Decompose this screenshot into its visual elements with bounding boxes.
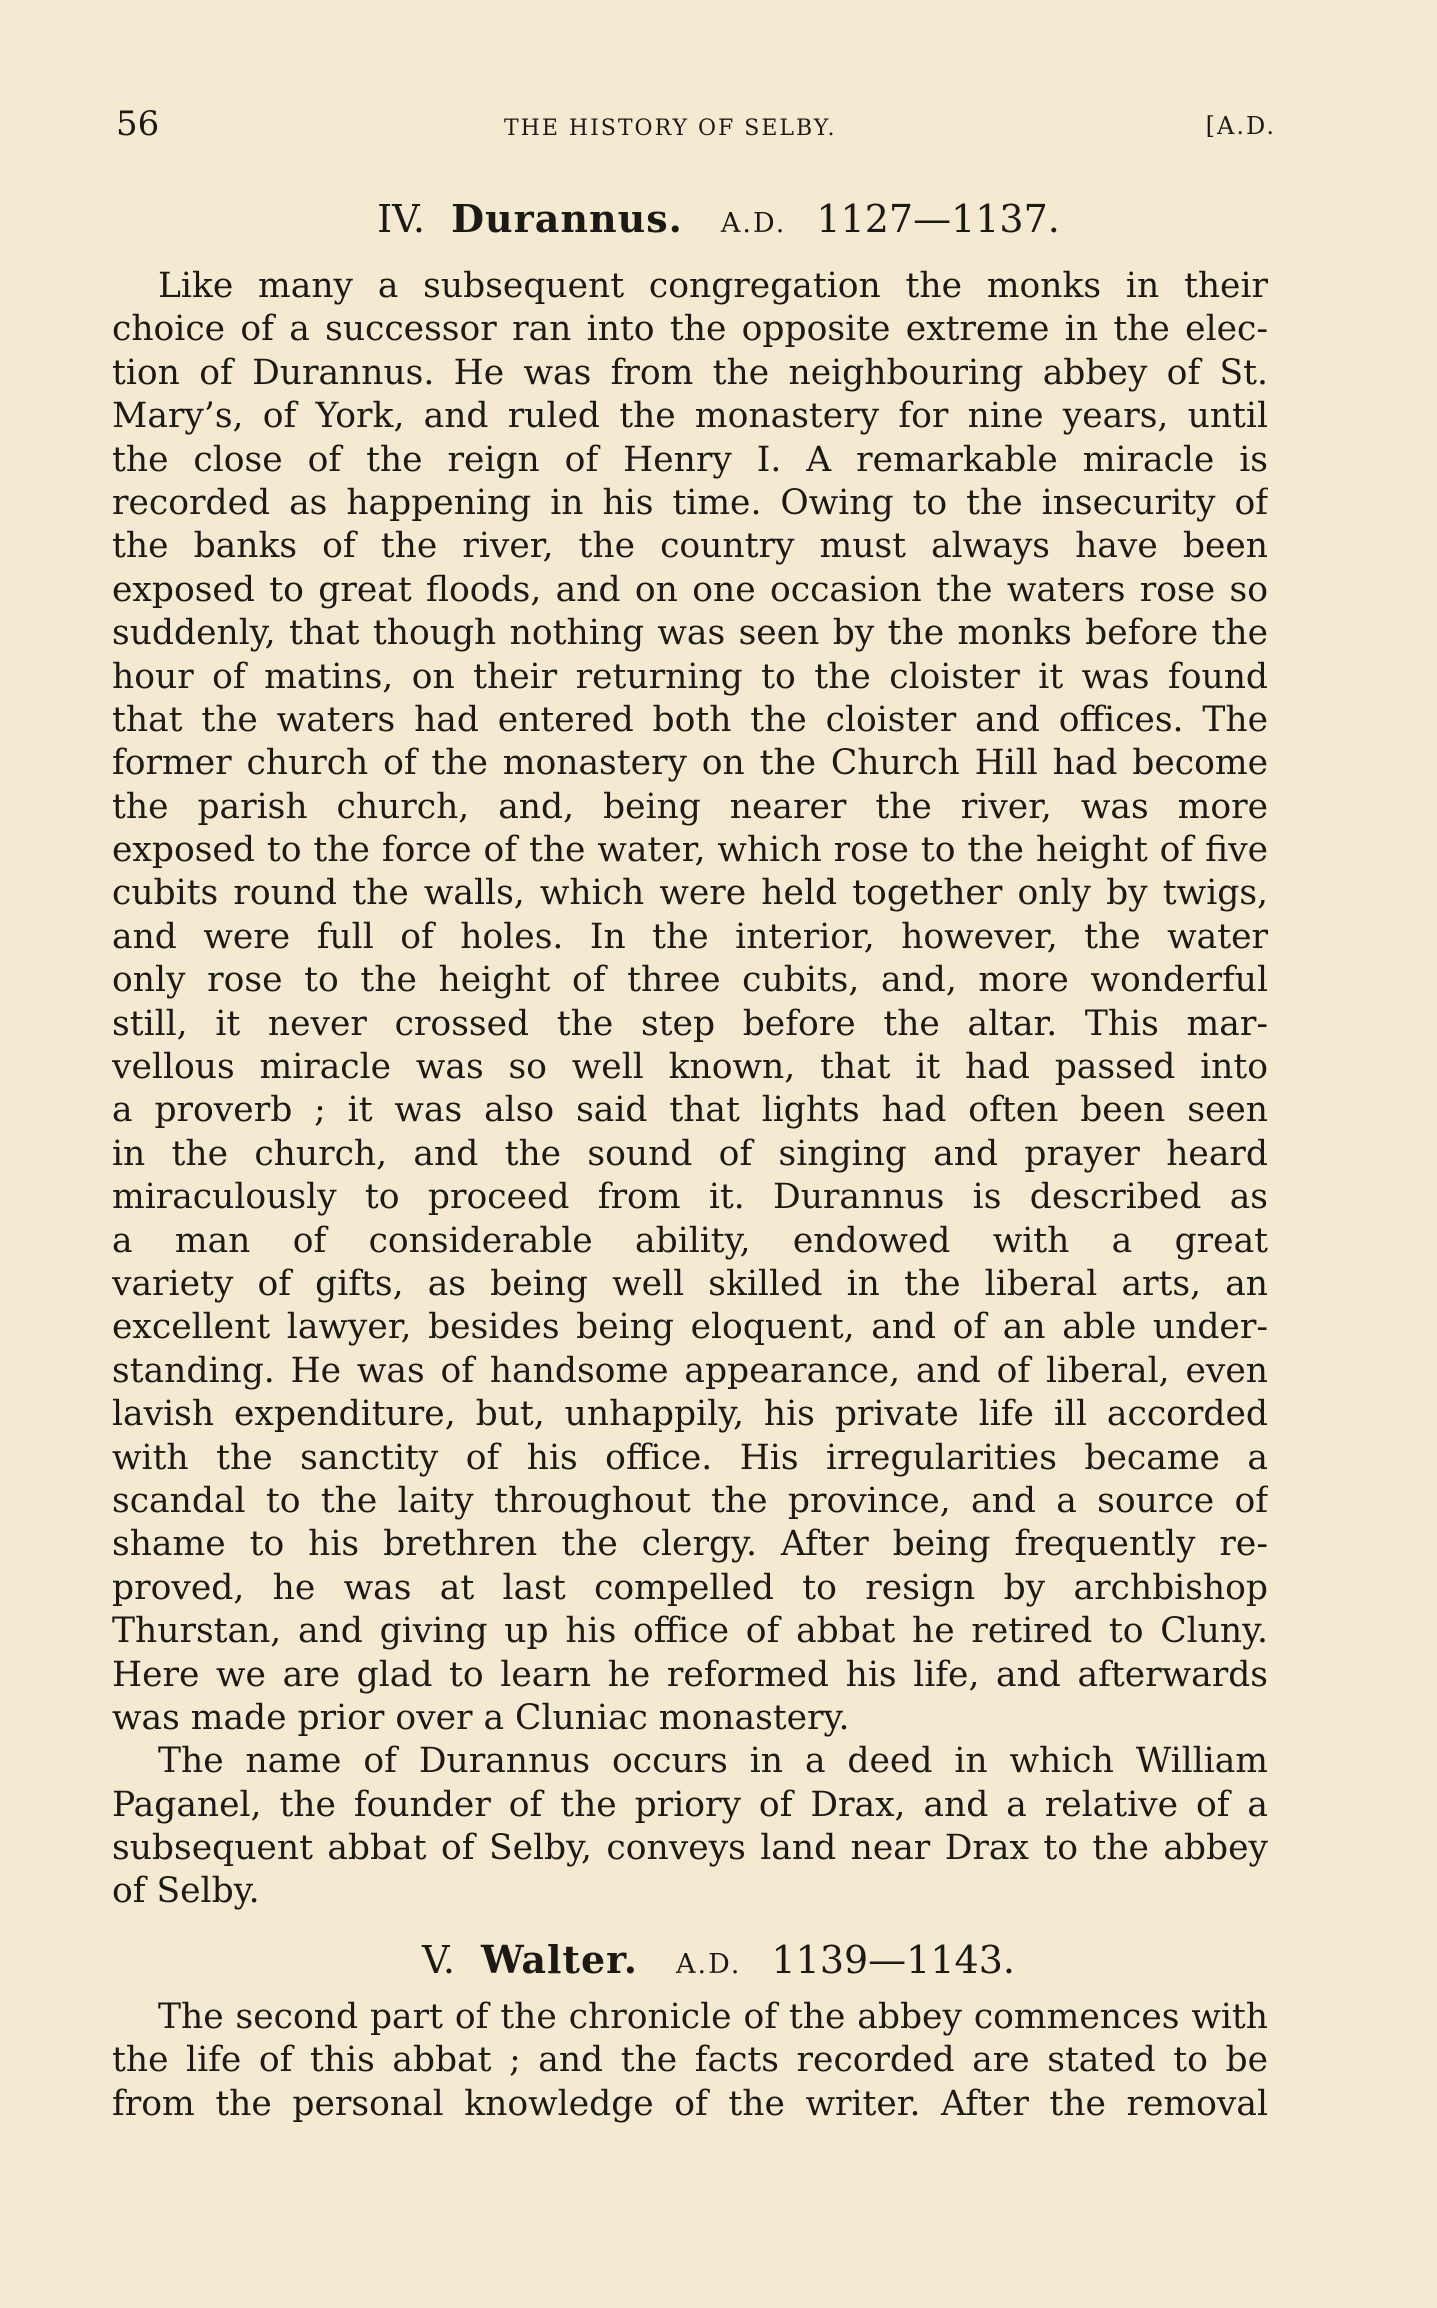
text-line: subsequent abbat of Selby, conveys land near Drax to the abbey [112, 1828, 1268, 1869]
section-years: 1139—1143. [771, 1938, 1015, 1982]
text-line: The name of Durannus occurs in a deed in which William [158, 1741, 1268, 1782]
text-line: and were full of holes. In the interior, however, the water [112, 916, 1268, 957]
text-line: suddenly, that though nothing was seen by the monks before the [112, 613, 1268, 654]
text-line: variety of gifts, as being well skilled in the liberal arts, an [112, 1263, 1268, 1304]
text-line: vellous miracle was so well known, that it had passed into [112, 1047, 1268, 1088]
section-numeral: V. [422, 1938, 455, 1982]
text-line: from the personal knowledge of the writer. After the removal [112, 2083, 1268, 2124]
text-line: The second part of the chronicle of the abbey commences with [158, 1997, 1268, 2037]
text-line: in the church, and the sound of singing and prayer heard [112, 1133, 1268, 1174]
anno-domini: A.D. [676, 1949, 742, 1980]
section-body-walter [112, 1996, 1268, 2126]
text-line: hour of matins, on their returning to the cloister it was found [112, 656, 1268, 697]
text-line: exposed to great floods, and on one occasion the waters rose so [112, 569, 1268, 610]
text-line: recorded as happening in his time. Owing to the insecurity of [112, 482, 1268, 523]
text-line: cubits round the walls, which were held together only by twigs, [112, 873, 1268, 914]
text-line: was made prior over a Cluniac monastery. [112, 1697, 850, 1738]
text-line: former church of the monastery on the Church Hill had become [112, 743, 1268, 784]
text-line: Mary’s, of York, and ruled the monastery for nine years, until [112, 396, 1268, 437]
running-era: [A.D. [1205, 112, 1276, 140]
text-line: a proverb ; it was also said that lights had often been seen [112, 1090, 1268, 1131]
text-line: shame to his brethren the clergy. After being frequently re- [112, 1524, 1268, 1565]
anno-domini: A.D. [720, 208, 787, 239]
text-line: a man of considerable ability, endowed with a great [112, 1220, 1268, 1261]
abbat-name: Durannus. [451, 196, 683, 241]
text-line: of Selby. [112, 1871, 260, 1912]
section-numeral: IV. [377, 197, 425, 241]
text-line: standing. He was of handsome appearance, and of liberal, even [112, 1350, 1268, 1391]
page-number: 56 [116, 104, 160, 144]
text-line: with the sanctity of his office. His irregularities became a [112, 1437, 1268, 1478]
text-line: that the waters had entered both the cloister and offices. The [112, 699, 1268, 740]
text-line: tion of Durannus. He was from the neighbouring abbey of St. [112, 352, 1268, 393]
text-line: choice of a successor ran into the opposite extreme in the elec- [112, 309, 1268, 350]
text-line: only rose to the height of three cubits, and, more wonderful [112, 960, 1268, 1001]
running-head [116, 104, 1276, 154]
abbat-name: Walter. [481, 1937, 638, 1982]
text-line: the life of this abbat ; and the facts recorded are stated to be [112, 2040, 1268, 2081]
text-line: proved, he was at last compelled to resign by archbishop [112, 1567, 1268, 1608]
section-heading-walter [0, 1937, 1437, 1982]
running-title: THE HISTORY OF SELBY. [504, 116, 837, 141]
text-line: exposed to the force of the water, which rose to the height of five [112, 830, 1268, 871]
text-line: the close of the reign of Henry I. A remarkable miracle is [112, 439, 1268, 480]
section-body-durannus [112, 265, 1268, 1914]
text-line: lavish expenditure, but, unhappily, his private life ill accorded [112, 1394, 1268, 1435]
text-line: scandal to the laity throughout the province, and a source of [112, 1480, 1268, 1521]
text-line: miraculously to proceed from it. Durannus is described as [112, 1177, 1268, 1218]
text-line: the banks of the river, the country must always have been [112, 526, 1268, 567]
text-line: the parish church, and, being nearer the river, was more [112, 786, 1268, 827]
section-heading-durannus [0, 196, 1437, 241]
text-line: Paganel, the founder of the priory of Drax, and a relative of a [112, 1784, 1268, 1825]
text-line: Like many a subsequent congregation the monks in their [158, 266, 1268, 306]
text-line: Here we are glad to learn he reformed his life, and afterwards [112, 1654, 1268, 1695]
section-years: 1127—1137. [816, 197, 1060, 241]
text-line: still, it never crossed the step before the altar. This mar- [112, 1003, 1268, 1044]
text-line: Thurstan, and giving up his office of abbat he retired to Cluny. [112, 1611, 1268, 1652]
text-line: excellent lawyer, besides being eloquent, and of an able under- [112, 1307, 1268, 1348]
